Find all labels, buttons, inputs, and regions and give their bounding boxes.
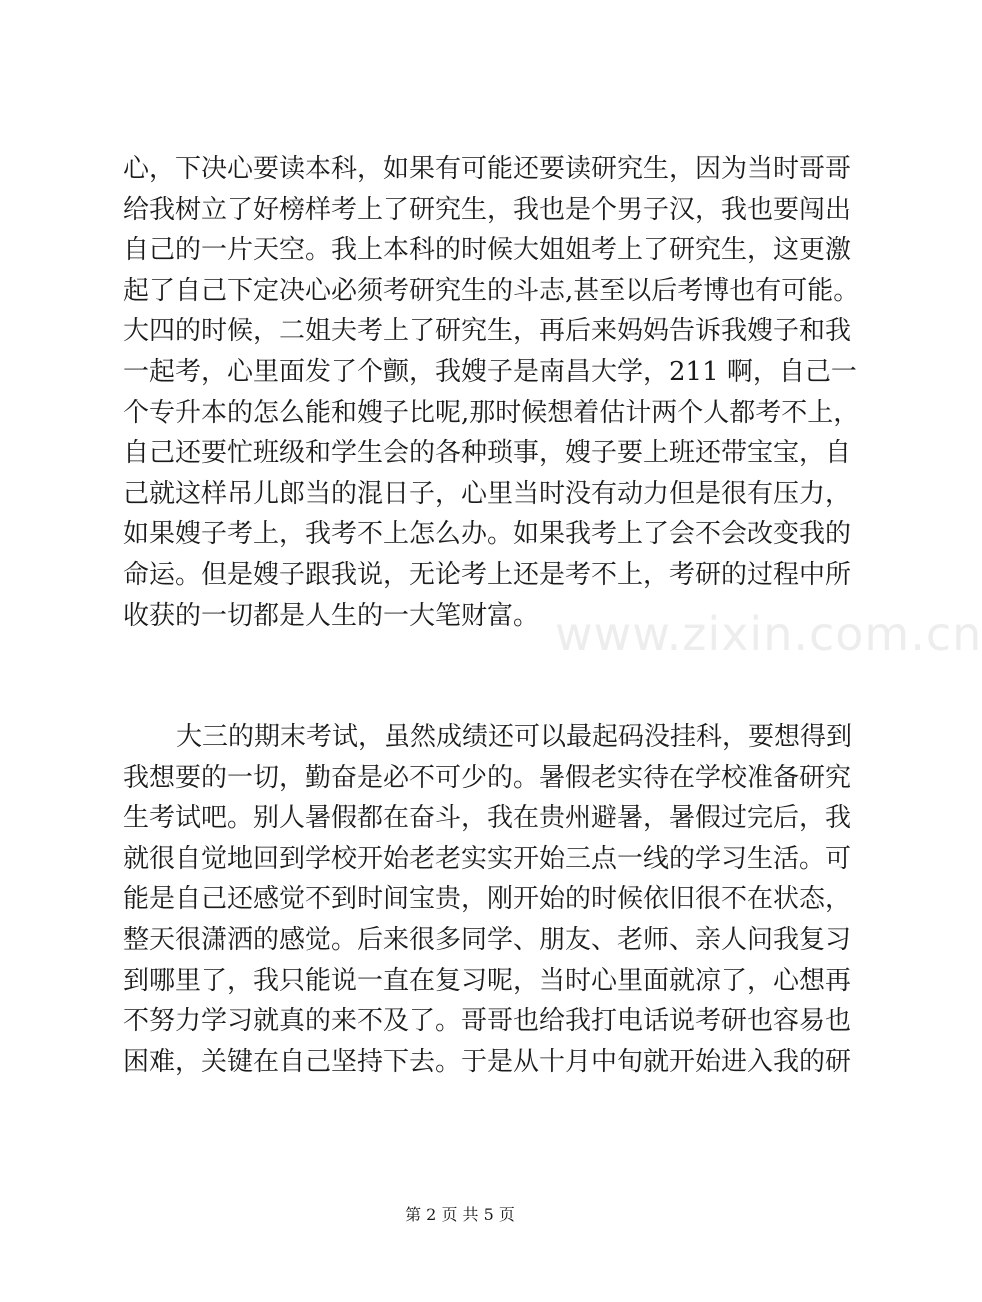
text-line: 困难，关键在自己坚持下去。于是从十月中旬就开始进入我的研 — [123, 1046, 852, 1077]
text-line: 我想要的一切，勤奋是必不可少的。暑假老实待在学校准备研究 — [123, 762, 852, 793]
text-line: 自己的一片天空。我上本科的时候大姐姐考上了研究生，这更激 — [123, 235, 852, 266]
text-line: 能是自己还感觉不到时间宝贵，刚开始的时候依旧很不在状态， — [123, 884, 852, 915]
paragraph-2 — [123, 717, 853, 1082]
text-line: 自己还要忙班级和学生会的各种琐事，嫂子要上班还带宝宝，自 — [123, 438, 852, 469]
watermark: www.zixin.com.cn — [555, 607, 982, 661]
text-line: 就很自觉地回到学校开始老老实实开始三点一线的学习生活。可 — [123, 843, 852, 874]
text-line: 大三的期末考试，虽然成绩还可以最起码没挂科，要想得到 — [176, 722, 853, 752]
text-line: 生考试吧。别人暑假都在奋斗，我在贵州避暑，暑假过完后，我 — [123, 803, 852, 834]
page-footer: 第 2 页 共 5 页 — [405, 1205, 515, 1224]
text-line: 心，下决心要读本科，如果有可能还要读研究生，因为当时哥哥 — [123, 154, 852, 184]
text-line: 收获的一切都是人生的一大笔财富。 — [123, 600, 540, 631]
text-line: 一起考，心里面发了个颤，我嫂子是南昌大学，211 啊，自己一 — [123, 356, 857, 387]
text-line: 整天很潇洒的感觉。后来很多同学、朋友、老师、亲人问我复习 — [123, 924, 852, 955]
text-line: 命运。但是嫂子跟我说，无论考上还是考不上，考研的过程中所 — [123, 559, 852, 590]
text-line: 个专升本的怎么能和嫂子比呢,那时候想着估计两个人都考不上， — [123, 397, 860, 428]
text-line: 给我树立了好榜样考上了研究生，我也是个男子汉，我也要闯出 — [123, 194, 852, 225]
text-line: 不努力学习就真的来不及了。哥哥也给我打电话说考研也容易也 — [123, 1006, 852, 1037]
text-line: 如果嫂子考上，我考不上怎么办。如果我考上了会不会改变我的 — [123, 519, 852, 550]
paragraph-1 — [123, 149, 860, 636]
text-line: 己就这样吊儿郎当的混日子，心里当时没有动力但是很有压力， — [123, 478, 852, 509]
text-line: 起了自己下定决心必须考研究生的斗志,甚至以后考博也有可能。 — [123, 275, 860, 306]
text-line: 大四的时候，二姐夫考上了研究生，再后来妈妈告诉我嫂子和我 — [123, 316, 852, 347]
text-line: 到哪里了，我只能说一直在复习呢，当时心里面就凉了，心想再 — [123, 965, 852, 996]
